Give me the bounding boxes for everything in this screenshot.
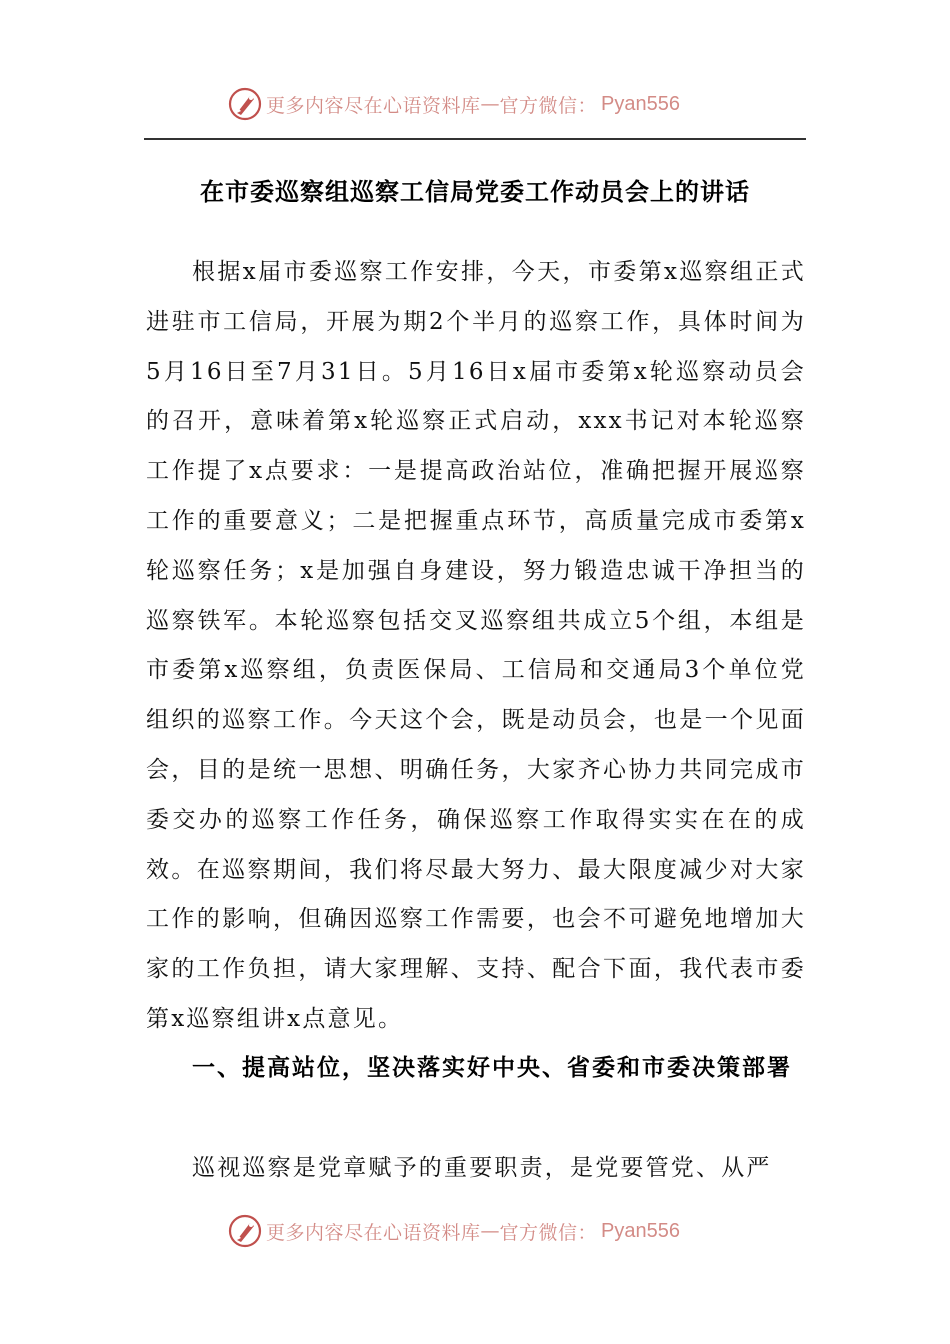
section-heading-1: 一、提高站位，坚决落实好中央、省委和市委决策部署 [192, 1055, 792, 1081]
watermark-wechat-label: 官方微信： [499, 94, 598, 117]
watermark-wechat-id: Pyan556 [601, 92, 680, 115]
pen-nib-logo-icon [228, 1214, 262, 1248]
watermark-text: 更多内容尽在心语资料库 [266, 1221, 481, 1244]
watermark-separator: — [480, 1220, 500, 1242]
pen-nib-logo-icon [228, 87, 262, 121]
paragraph-2: 巡视巡察是党章赋予的重要职责，是党要管党、从严 [192, 1155, 772, 1181]
watermark-separator: — [480, 93, 500, 115]
watermark-text: 更多内容尽在心语资料库 [266, 94, 481, 117]
document-title: 在市委巡察组巡察工信局党委工作动员会上的讲话 [200, 177, 750, 206]
footer-watermark [228, 1213, 748, 1249]
header-divider [144, 138, 806, 140]
header-watermark [228, 86, 748, 122]
paragraph-1: 根据x届市委巡察工作安排，今天，市委第x巡察组正式进驻市工信局，开展为期2个半月的巡察工作，具体时间为5月16日至7月31日。5月16日x届市委第x轮巡察动员会的召开，意味着第x轮巡察正式启动，xxx书记对本轮巡察工作提了x点要求：一是提高政治站位，准确把握开展巡察工作的重要意义；二是把握重点环节，高质量完成市委第x轮巡察任务；x是加强自身建设，努力锻造忠诚干净担当的巡察铁军。本轮巡察包括交叉巡察组共成立5个组，本组是市委第x巡察组，负责医保局、工信局和交通局3个单位党组织的巡察工作。今天这个会，既是动员会，也是一个见面会，目的是统一思想、明确任务，大家齐心协力共同完成市委交办的巡察工作任务，确保巡察工作取得实实在在的成效。在巡察期间，我们将尽最大努力、最大限度减少对大家工作的影响，但确因巡察工作需要，也会不可避免地增加大家的工作负担，请大家理解、支持、配合下面，我代表市委第x巡察组讲x点意见。 [146, 259, 806, 1032]
watermark-wechat-id: Pyan556 [601, 1219, 680, 1242]
document-body [146, 248, 806, 1045]
watermark-wechat-label: 官方微信： [499, 1221, 598, 1244]
